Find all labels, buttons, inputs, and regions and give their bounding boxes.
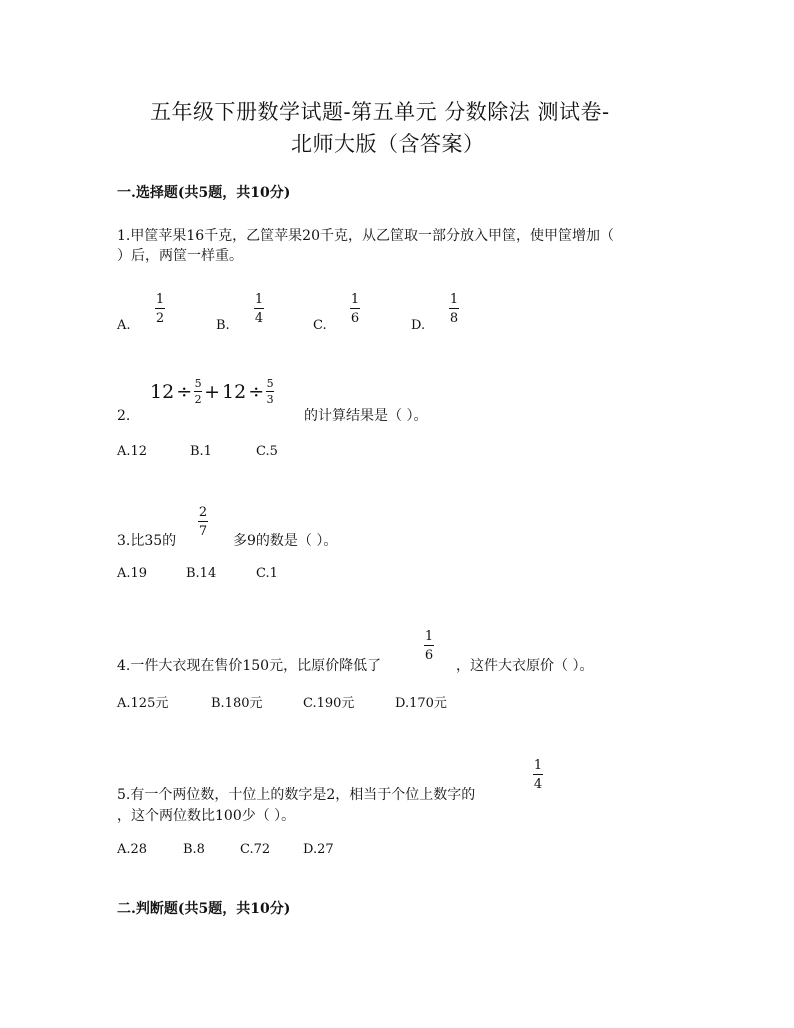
- question-1-line-1: 1.甲筐苹果16千克，乙筐苹果20千克，从乙筐取一部分放入甲筐，使甲筐增加（: [117, 228, 614, 244]
- q5-option-b[interactable]: B.8: [183, 842, 205, 857]
- page-title-line-1: 五年级下册数学试题-第五单元 分数除法 测试卷-: [150, 100, 610, 124]
- q2-option-a[interactable]: A.12: [117, 444, 148, 459]
- q5-option-a[interactable]: A.28: [117, 842, 148, 857]
- q1-option-c-fraction: [350, 292, 360, 326]
- fraction-bar: [155, 308, 165, 309]
- q4-option-d[interactable]: D.170元: [395, 696, 447, 711]
- fraction-numerator: 2: [198, 505, 208, 520]
- q1-option-d-label[interactable]: D.: [411, 318, 426, 333]
- fraction-bar: [424, 645, 434, 646]
- fraction-denominator: 6: [350, 311, 360, 326]
- question-4-prefix: 4.一件大衣现在售价150元，比原价降低了: [117, 658, 382, 674]
- q1-option-d-fraction: [449, 292, 459, 326]
- fraction-numerator: 1: [155, 292, 165, 307]
- fraction-numerator: 1: [424, 629, 434, 644]
- fraction-denominator: 2: [194, 393, 202, 406]
- q5-option-c[interactable]: C.72: [240, 842, 271, 857]
- fraction-bar: [266, 391, 274, 392]
- page-title-line-2: 北师大版（含答案）: [291, 132, 485, 156]
- fraction-denominator: 4: [254, 311, 264, 326]
- q3-option-a[interactable]: A.19: [117, 566, 148, 581]
- question-1-line-2: ）后，两筐一样重。: [117, 248, 243, 264]
- question-4-suffix: ，这件大衣原价（ ）。: [456, 658, 594, 674]
- q4-option-b[interactable]: B.180元: [211, 696, 263, 711]
- q2-option-b[interactable]: B.1: [190, 444, 212, 459]
- q5-option-d[interactable]: D.27: [303, 842, 334, 857]
- fraction-denominator: 3: [266, 393, 274, 406]
- fraction-numerator: 1: [533, 758, 543, 773]
- question-3-suffix: 多9的数是（ ）。: [233, 533, 338, 549]
- fraction-numerator: 1: [449, 292, 459, 307]
- question-3-prefix: 3.比35的: [117, 533, 177, 549]
- q3-fraction: [198, 505, 208, 539]
- q2-option-c[interactable]: C.5: [256, 444, 278, 459]
- q5-fraction: [533, 758, 543, 792]
- fraction-bar: [533, 774, 543, 775]
- q2-math-expression: [150, 378, 274, 406]
- expr-operand: 12: [150, 381, 175, 403]
- q1-option-b-fraction: [254, 292, 264, 326]
- fraction-denominator: 7: [198, 524, 208, 539]
- q1-option-b-label[interactable]: B.: [216, 318, 230, 333]
- section-heading-judge: 二.判断题(共5题，共10分): [117, 901, 291, 917]
- divide-sign: ÷: [248, 381, 265, 403]
- expr-fraction: [194, 378, 202, 406]
- q3-option-b[interactable]: B.14: [186, 566, 217, 581]
- q3-option-c[interactable]: C.1: [256, 566, 278, 581]
- fraction-denominator: 4: [533, 777, 543, 792]
- question-2-number: 2.: [117, 408, 131, 424]
- q1-option-a-fraction: [155, 292, 165, 326]
- fraction-bar: [449, 308, 459, 309]
- fraction-denominator: 2: [155, 311, 165, 326]
- fraction-numerator: 1: [350, 292, 360, 307]
- fraction-numerator: 5: [194, 377, 202, 390]
- q1-option-c-label[interactable]: C.: [313, 318, 327, 333]
- q4-option-a[interactable]: A.125元: [117, 696, 169, 711]
- fraction-bar: [350, 308, 360, 309]
- fraction-numerator: 5: [266, 377, 274, 390]
- question-2-text: 的计算结果是（ ）。: [304, 408, 428, 424]
- fraction-denominator: 8: [449, 311, 459, 326]
- question-5-line-2: ，这个两位数比100少（ ）。: [117, 808, 296, 824]
- divide-sign: ÷: [176, 381, 193, 403]
- q4-option-c[interactable]: C.190元: [303, 696, 355, 711]
- fraction-bar: [254, 308, 264, 309]
- q1-option-a-label[interactable]: A.: [117, 318, 131, 333]
- question-5-line-1: 5.有一个两位数，十位上的数字是2，相当于个位上数字的: [117, 787, 476, 803]
- fraction-denominator: 6: [424, 648, 434, 663]
- fraction-bar: [194, 391, 202, 392]
- expr-operand: 12: [222, 381, 247, 403]
- section-heading-choice: 一.选择题(共5题，共10分): [117, 185, 291, 201]
- expr-fraction: [266, 378, 274, 406]
- plus-sign: +: [204, 381, 221, 403]
- q4-fraction: [424, 629, 434, 663]
- fraction-numerator: 1: [254, 292, 264, 307]
- fraction-bar: [198, 521, 208, 522]
